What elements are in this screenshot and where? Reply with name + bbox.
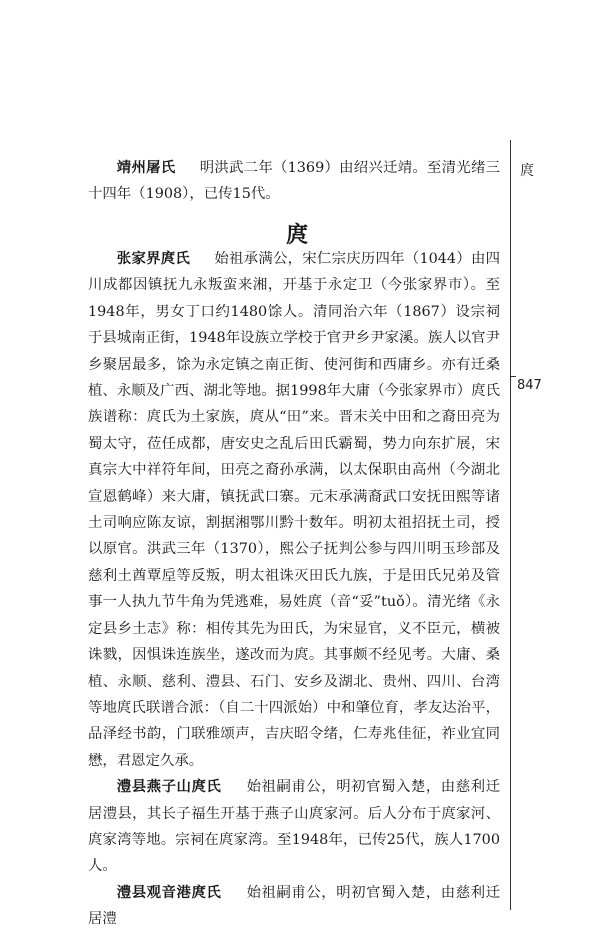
margin-rule	[510, 140, 511, 910]
spacer	[227, 779, 242, 795]
clan-name: 张家界庹氏	[116, 251, 191, 267]
entry-paragraph	[88, 246, 500, 774]
spacer	[227, 885, 242, 901]
entry-block-tuo	[88, 246, 500, 933]
entry-paragraph	[88, 880, 500, 933]
entry-text: 始祖嗣甫公，明初官蜀入楚，由慈利迁居澧	[88, 884, 500, 928]
clan-name: 澧县燕子山庹氏	[116, 779, 222, 796]
margin-character: 庹	[520, 163, 534, 179]
entry-block-jingzhou	[88, 155, 500, 208]
spacer	[195, 251, 210, 267]
section-heading: 庹	[285, 223, 308, 248]
spacer	[180, 160, 195, 176]
entry-text: 始祖嗣甫公，明初官蜀入楚，由慈利迁居澧县，其长子福生开基于燕子山庹家河。后人分布于庹家河、庹家湾等地。宗祠在庹家湾。至1948年，已传25代，族人1700人。	[88, 779, 500, 875]
entry-text: 明洪武二年（1369）由绍兴迁靖。至清光绪三十四年（1908），已传15代。	[88, 160, 501, 203]
entry-text: 始祖承满公，宋仁宗庆历四年（1044）由四川成都因镇抚九永叛蛮来湘，开基于永定卫（今张家界市）。至1948年，男女丁口约1480馀人。清同治六年（1867）设宗祠于县城南正街，1948年设族立学校于官尹乡尹家溪。族人以官尹乡聚居最多，馀为永定镇之南正街、使河街和西庸乡。亦有迁桑植、永顺及广西、湖北等地。据1998年大庸（今张家界市）庹氏族谱称：庹氏为土家族，庹从“田”来。晋末关中田和之裔田亮为蜀太守，莅任成都，唐安史之乱后田氏霸蜀，势力向东扩展，宋真宗大中祥符年间，田亮之裔孙承满，以太保职由高州（今湖北宣恩鹤峰）来大庸，镇抚武口寨。元末承满裔武口安抚田熙等诸土司响应陈友谅，割据湘鄂川黔十数年。明初太祖招抚土司，授以原官。洪武三年（1370），熙公子抚判公参与四川明玉珍部及慈利土酋覃垕等反叛，明太祖诛灭田氏九族，于是田氏兄弟及管事一人执九节牛角为凭逃难，易姓庹（音“妥”tuǒ）。清光绪《永定县乡土志》称：相传其先为田氏，为宋显官，义不臣元，横被诛戮，因惧诛连族坐，遂改而为庹。其事颇不经见考。大庸、桑植、永顺、慈利、澧县、石门、安乡及湖北、贵州、四川、台湾等地庹氏联谱合派：（自二十四派始）中和肇位育，孝友达治平，品泽经书韵，门联雅颂声，吉庆昭令绪，仁寿兆佳征，祚业宜同懋，君恩定久承。	[88, 251, 501, 769]
clan-name: 澧县观音港庹氏	[116, 884, 222, 901]
page-number: 847	[517, 378, 542, 393]
clan-name: 靖州屠氏	[116, 160, 176, 176]
page-number-tick	[511, 376, 516, 377]
entry-paragraph	[88, 155, 500, 208]
entry-paragraph	[88, 774, 500, 880]
